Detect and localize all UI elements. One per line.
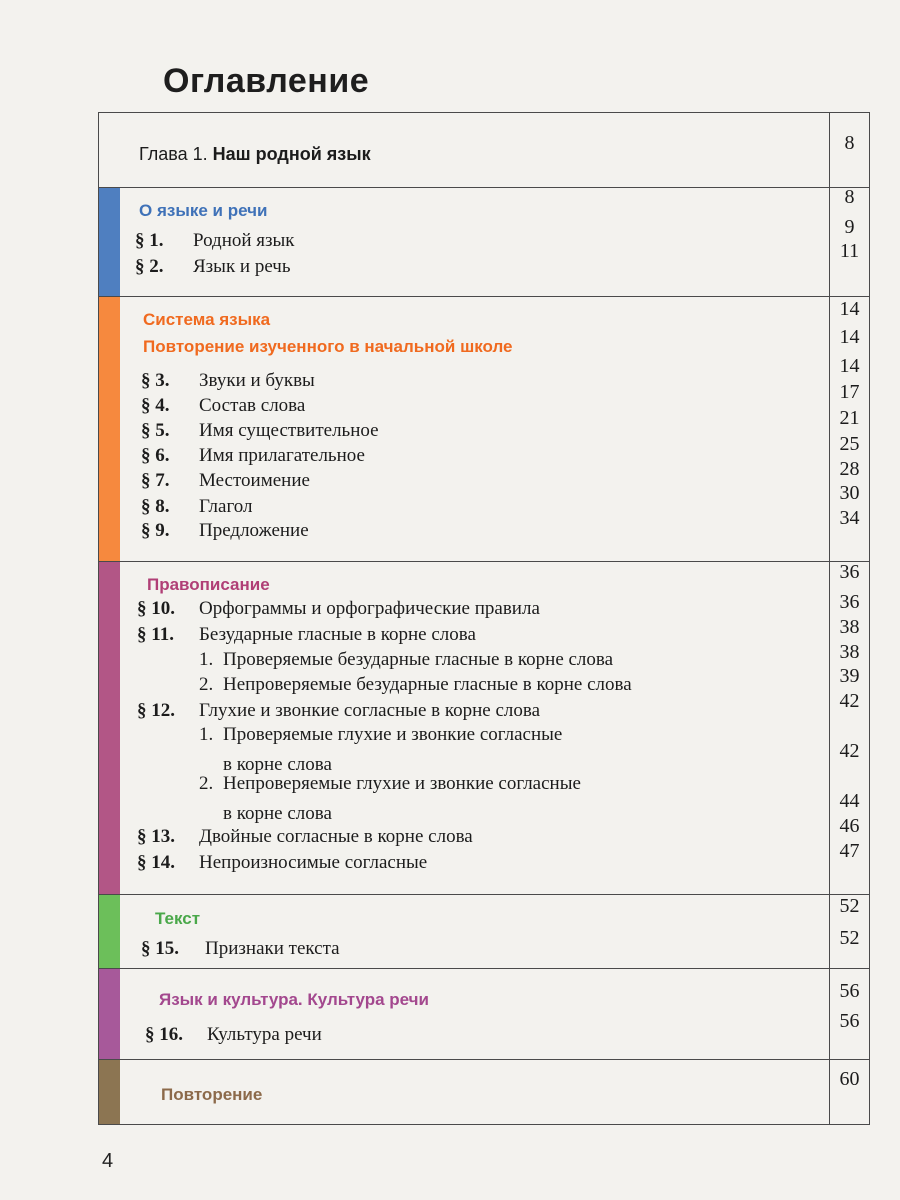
- item-number: § 6.: [141, 445, 170, 466]
- section-page: 60: [839, 1068, 860, 1090]
- section-title[interactable]: Правописание: [147, 575, 270, 594]
- row-divider: [99, 187, 869, 188]
- toc-item[interactable]: [137, 624, 476, 646]
- chapter-heading[interactable]: [139, 144, 371, 165]
- item-title: Родной язык: [193, 230, 295, 251]
- row-divider: [99, 1124, 869, 1125]
- item-number: § 5.: [141, 420, 170, 441]
- item-page: 25: [839, 433, 860, 455]
- item-title: Местоимение: [199, 470, 310, 491]
- item-number: § 4.: [141, 395, 170, 416]
- stripe-purple: [99, 562, 120, 894]
- item-page: 14: [839, 355, 860, 377]
- item-number: § 1.: [135, 230, 164, 251]
- item-number: § 9.: [141, 520, 170, 541]
- item-page: 47: [839, 840, 860, 862]
- item-number: § 11.: [137, 624, 174, 645]
- item-title: Безударные гласные в корне слова: [199, 624, 476, 645]
- item-number: § 14.: [137, 852, 175, 873]
- chapter-page: 8: [844, 132, 855, 154]
- toc-subitem[interactable]: [199, 773, 581, 795]
- row-divider: [99, 1059, 869, 1060]
- item-page: 52: [839, 927, 860, 949]
- stripe-mauve: [99, 969, 120, 1059]
- toc-item[interactable]: [141, 496, 253, 518]
- item-title: Двойные согласные в корне слова: [199, 826, 473, 847]
- toc-item[interactable]: [141, 395, 305, 417]
- toc-table: [98, 112, 870, 1125]
- item-page: 28: [839, 458, 860, 480]
- item-page: 17: [839, 381, 860, 403]
- toc-subitem[interactable]: [199, 649, 613, 671]
- toc-subitem[interactable]: [199, 724, 562, 746]
- item-title: Состав слова: [199, 395, 306, 416]
- item-title: Непроверяемые безударные гласные в корне слова: [223, 674, 632, 695]
- item-title: Признаки текста: [205, 938, 340, 959]
- item-title: Глагол: [199, 496, 253, 517]
- item-title: Имя прилагательное: [199, 445, 365, 466]
- item-title-cont: в корне слова: [223, 754, 332, 775]
- item-page: 21: [839, 407, 860, 429]
- item-page: 56: [839, 1010, 860, 1032]
- item-page: 44: [839, 790, 860, 812]
- item-title: Звуки и буквы: [199, 370, 315, 391]
- item-title: Глухие и звонкие согласные в корне слова: [199, 700, 541, 721]
- toc-item[interactable]: [135, 256, 291, 278]
- section-subtitle[interactable]: Повторение изученного в начальной школе: [143, 337, 513, 356]
- item-page: 46: [839, 815, 860, 837]
- toc-item[interactable]: [137, 826, 473, 848]
- section-title[interactable]: Язык и культура. Культура речи: [159, 990, 429, 1009]
- toc-item[interactable]: [141, 470, 310, 492]
- row-divider: [99, 112, 869, 113]
- item-title: Культура речи: [207, 1024, 322, 1045]
- subtitle-page: 14: [839, 326, 860, 348]
- item-page: 30: [839, 482, 860, 504]
- item-page: 36: [839, 591, 860, 613]
- item-number: 1.: [199, 649, 214, 670]
- stripe-green: [99, 895, 120, 968]
- item-page: 42: [839, 690, 860, 712]
- section-title[interactable]: Текст: [155, 909, 201, 928]
- stripe-brown: [99, 1060, 120, 1124]
- item-number: 2.: [199, 674, 214, 695]
- item-number: § 8.: [141, 496, 170, 517]
- stripe-blue: [99, 188, 120, 296]
- toc-item[interactable]: [137, 852, 427, 874]
- toc-item[interactable]: [137, 700, 540, 722]
- item-page: 11: [839, 240, 860, 262]
- row-divider: [99, 968, 869, 969]
- item-title: Имя существительное: [199, 420, 379, 441]
- page-title: Оглавление: [163, 62, 370, 100]
- section-page: 14: [839, 298, 860, 320]
- chapter-label: Глава 1.: [139, 144, 208, 164]
- item-title: Предложение: [199, 520, 309, 541]
- toc-item[interactable]: [141, 370, 315, 392]
- chapter-title: Наш родной язык: [212, 144, 371, 164]
- section-title[interactable]: Повторение: [161, 1085, 263, 1104]
- item-title: Проверяемые безударные гласные в корне слова: [223, 649, 614, 670]
- item-title: Непроизносимые согласные: [199, 852, 428, 873]
- toc-item[interactable]: [141, 420, 379, 442]
- item-number: § 7.: [141, 470, 170, 491]
- item-page: 42: [839, 740, 860, 762]
- item-title: Язык и речь: [193, 256, 291, 277]
- section-page: 8: [844, 186, 855, 208]
- section-page: 56: [839, 980, 860, 1002]
- section-page: 52: [839, 895, 860, 917]
- item-number: § 2.: [135, 256, 164, 277]
- item-title: Проверяемые глухие и звонкие согласные: [223, 724, 563, 745]
- stripe-orange: [99, 297, 120, 561]
- item-page: 38: [839, 616, 860, 638]
- page-number: 4: [102, 1150, 114, 1172]
- item-page: 34: [839, 507, 860, 529]
- toc-item[interactable]: [137, 598, 540, 620]
- item-page: 9: [844, 216, 855, 238]
- item-number: § 16.: [145, 1024, 183, 1045]
- item-page: 38: [839, 641, 860, 663]
- item-title-cont: в корне слова: [223, 803, 332, 824]
- toc-subitem[interactable]: [199, 674, 632, 696]
- toc-item[interactable]: [141, 938, 340, 960]
- row-divider: [99, 561, 869, 562]
- toc-item[interactable]: [141, 445, 365, 467]
- row-divider: [99, 894, 869, 895]
- item-title: Непроверяемые глухие и звонкие согласные: [223, 773, 581, 794]
- item-page: 39: [839, 665, 860, 687]
- item-number: § 13.: [137, 826, 175, 847]
- item-number: § 3.: [141, 370, 170, 391]
- item-number: § 10.: [137, 598, 175, 619]
- toc-item[interactable]: [135, 230, 295, 252]
- toc-item[interactable]: [145, 1024, 322, 1046]
- item-number: 1.: [199, 724, 214, 745]
- toc-item[interactable]: [141, 520, 309, 542]
- section-title[interactable]: Система языка: [143, 310, 271, 329]
- section-page: 36: [839, 561, 860, 583]
- item-number: § 15.: [141, 938, 179, 959]
- item-number: § 12.: [137, 700, 175, 721]
- row-divider: [99, 296, 869, 297]
- toc-subitem-cont[interactable]: [223, 803, 332, 825]
- section-title[interactable]: О языке и речи: [139, 201, 268, 220]
- item-number: 2.: [199, 773, 214, 794]
- item-title: Орфограммы и орфографические правила: [199, 598, 540, 619]
